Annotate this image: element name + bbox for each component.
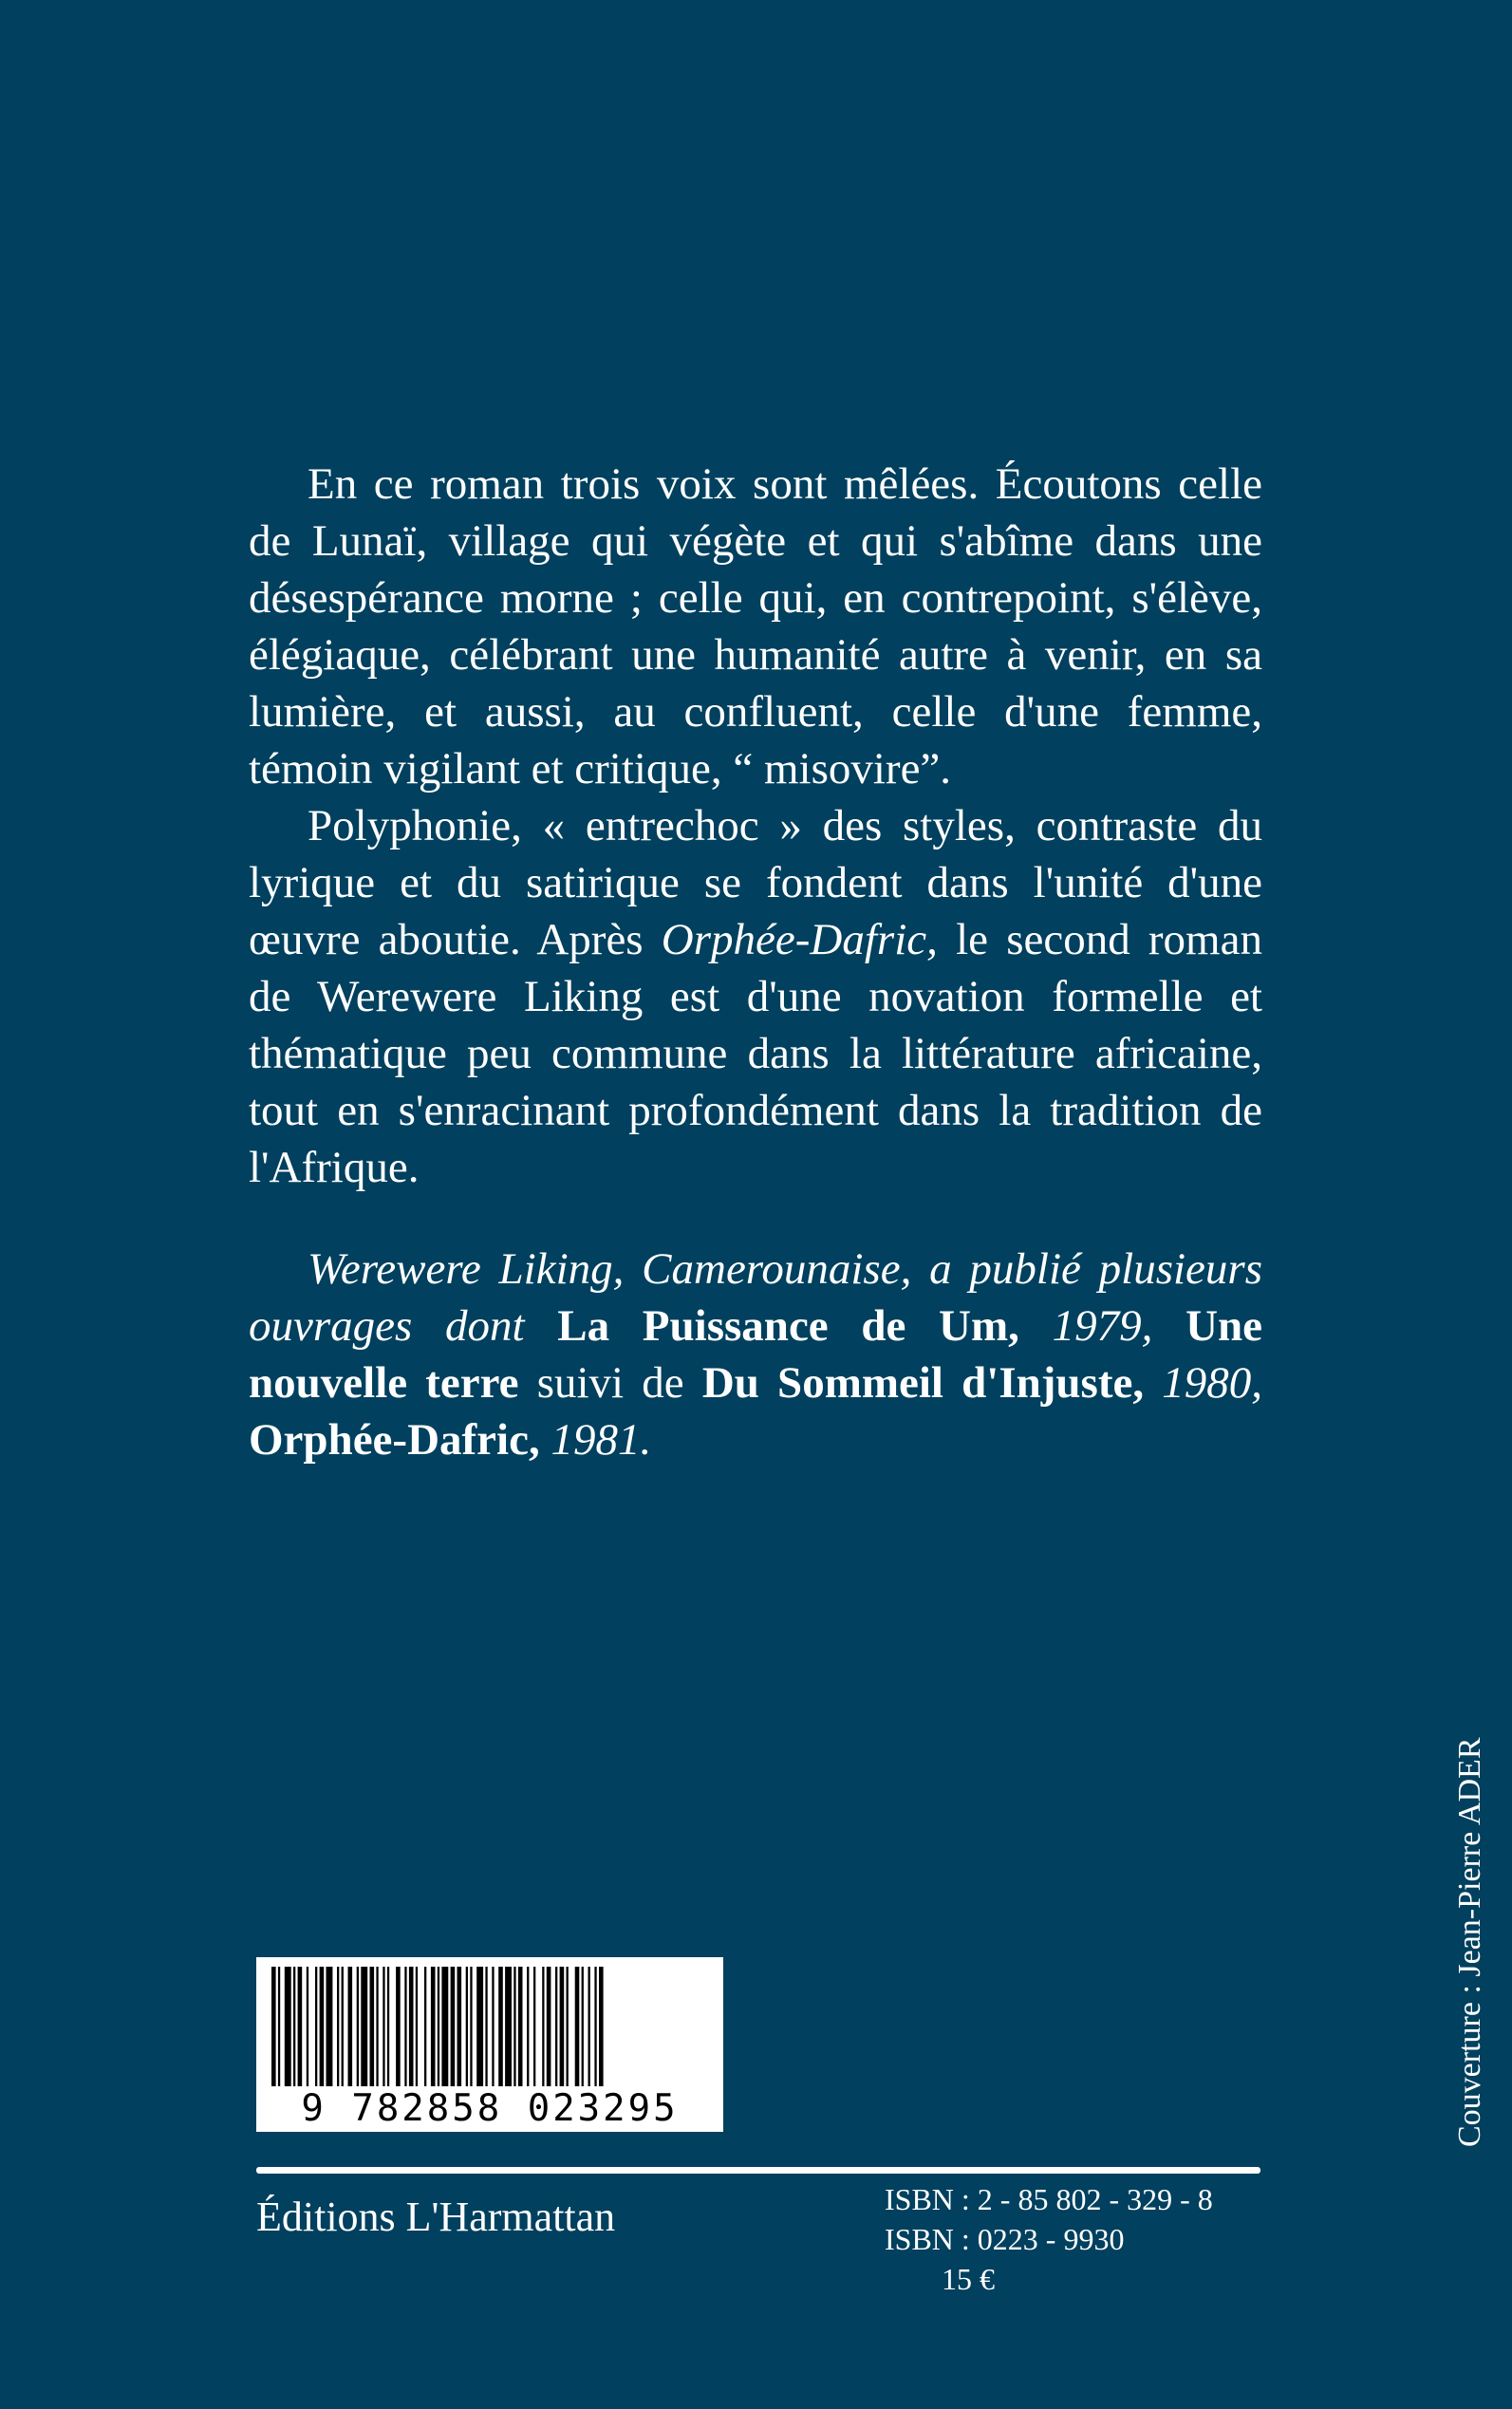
book-title-orphee-dafric: Orphée-Dafric, (661, 915, 938, 964)
bio-year-3: 1981. (551, 1415, 652, 1465)
bio-work-2: Une nouvelle terre (249, 1301, 1263, 1408)
synopsis-text: Polyphonie, « entrechoc » des styles, contraste du lyrique et du satirique se fondent dans l'unité d'une œuvre aboutie. Après (249, 801, 1262, 964)
barcode-bar (547, 1967, 551, 2086)
barcode-bar (588, 1967, 590, 2086)
barcode-bar (357, 1967, 359, 2086)
isbn-line-2: ISBN : 0223 - 9930 (885, 2222, 1125, 2256)
barcode-bar (416, 1967, 418, 2086)
publisher-name: Éditions L'Harmattan (256, 2194, 616, 2240)
synopsis-paragraph-2 (249, 797, 1262, 1196)
barcode-bar (560, 1967, 565, 2086)
barcode-bar (533, 1967, 535, 2086)
barcode-bar (498, 1967, 503, 2086)
barcode-bar (451, 1967, 456, 2086)
barcode-bar (492, 1967, 494, 2086)
bio-work-1: La Puissance de Um, (557, 1301, 1019, 1351)
barcode-bar (513, 1967, 515, 2086)
barcode-bar (327, 1967, 333, 2086)
barcode-bar (466, 1967, 468, 2086)
barcode-bar (567, 1967, 569, 2086)
barcode-bar (404, 1967, 406, 2086)
barcode-bar (599, 1967, 604, 2086)
barcode-icon (268, 1967, 712, 2086)
barcode-bar (505, 1967, 512, 2086)
cover-credit: Couverture : Jean-Pierre ADER (1452, 1737, 1487, 2147)
barcode-bar (307, 1967, 308, 2086)
barcode-bar (298, 1967, 303, 2086)
barcode-bar (431, 1967, 436, 2086)
barcode-bar (409, 1967, 414, 2086)
synopsis-paragraph-1: En ce roman trois voix sont mêlées. Écoutons celle de Lunaï, village qui végète et qui s'abîme dans une désespérance morne ; celle qui, en contrepoint, s'élève, élégiaque, célébrant une humanité autre à venir, en sa lumière, et aussi, au confluent, celle d'une femme, témoin vigilant et critique, “ misovire”. (249, 459, 1262, 794)
synopsis-text: le second roman de Werewere Liking est d'une novation formelle et thématique peu commune dans la littérature africaine, tout en s'enracinant profondément dans la tradition de l'Afrique. (249, 915, 1262, 1192)
barcode-bar (594, 1967, 596, 2086)
barcode-bar (555, 1967, 557, 2086)
barcode-bar (424, 1967, 426, 2086)
barcode-bar (396, 1967, 401, 2086)
barcode-bar (271, 1967, 276, 2086)
barcode-bar (575, 1967, 580, 2086)
synopsis (249, 456, 1262, 1468)
barcode-bar (438, 1967, 439, 2086)
barcode-bar (582, 1967, 584, 2086)
barcode-bar (278, 1967, 280, 2086)
barcode-bar (348, 1967, 353, 2086)
barcode-bar (485, 1967, 487, 2086)
barcode-bar (441, 1967, 448, 2086)
bio-suivi: suivi de (536, 1358, 684, 1408)
barcode-bar (370, 1967, 375, 2086)
barcode-bar (527, 1967, 529, 2086)
divider-rule (256, 2167, 1260, 2174)
barcode-bar (293, 1967, 295, 2086)
bio-year-2: 1980, (1162, 1358, 1263, 1408)
barcode-bar (383, 1967, 384, 2086)
barcode-bar (361, 1967, 367, 2086)
bio-year-1: 1979, (1052, 1301, 1153, 1351)
isbn-line-1: ISBN : 2 - 85 802 - 329 - 8 (885, 2182, 1213, 2216)
barcode-bar (376, 1967, 378, 2086)
barcode-bar (285, 1967, 291, 2086)
bio-intro: Werewere Liking, Camerounaise, a publié plusieurs ouvrages dont (249, 1244, 1262, 1351)
barcode-bar (387, 1967, 389, 2086)
barcode-bar (542, 1967, 544, 2086)
barcode-bar (315, 1967, 317, 2086)
barcode-bar (457, 1967, 462, 2086)
barcode-bar (470, 1967, 472, 2086)
barcode-bar (518, 1967, 523, 2086)
barcode-bar (476, 1967, 483, 2086)
isbn-block (885, 2179, 1213, 2299)
bio-work-4: Orphée-Dafric, (249, 1415, 540, 1465)
bio-work-3: Du Sommeil d'Injuste, (701, 1358, 1145, 1408)
barcode-bar (320, 1967, 325, 2086)
author-bio (249, 1241, 1262, 1468)
barcode-bar (337, 1967, 339, 2086)
barcode (256, 1957, 723, 2132)
barcode-bar (342, 1967, 344, 2086)
price: 15 € (942, 2262, 995, 2296)
barcode-digits: 9 782858 023295 (256, 2087, 723, 2130)
